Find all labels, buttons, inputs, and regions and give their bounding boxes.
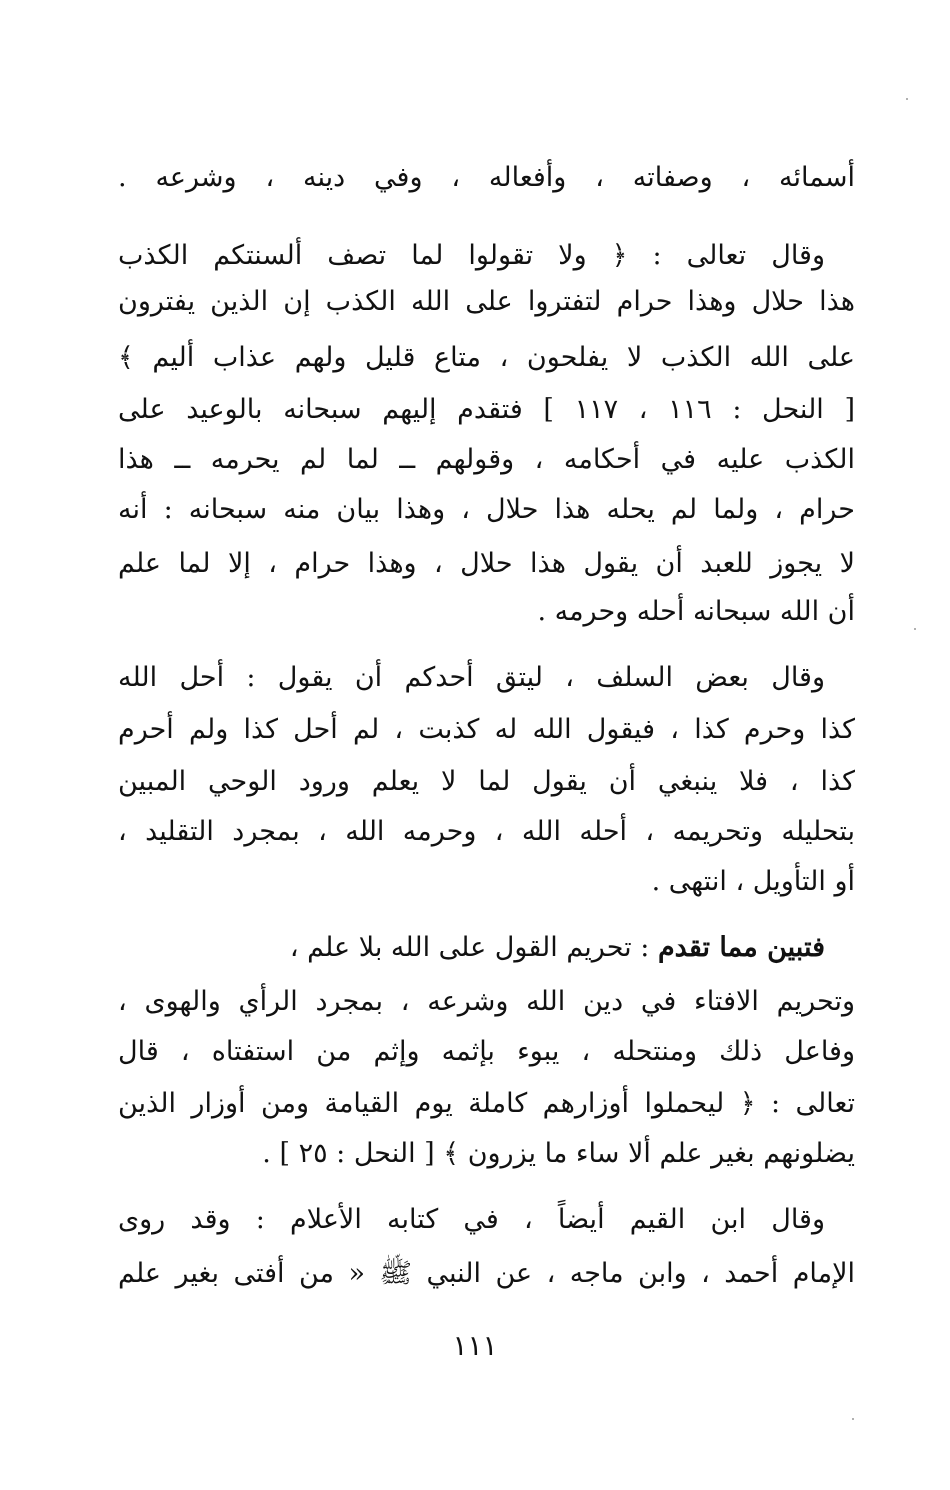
text-span: : تحريم القول على الله بلا علم ، (289, 932, 650, 963)
text-line: أسمائه ، وصفاته ، وأفعاله ، وفي دينه ، وشرعه . (118, 162, 855, 193)
text-line: [ النحل : ١١٦ ، ١١٧ ] فتقدم إليهم سبحانه بالوعيد على (118, 394, 855, 425)
scan-speck (914, 628, 916, 630)
text-line: الإمام أحمد ، وابن ماجه ، عن النبي ﷺ « من أفتى بغير علم (118, 1258, 855, 1289)
text-line: تعالى : ﴿ ليحملوا أوزارهم كاملة يوم القيامة ومن أوزار الذين (118, 1088, 855, 1119)
scan-speck (852, 1418, 854, 1420)
text-line: كذا وحرم كذا ، فيقول الله له كذبت ، لم أحل كذا ولم أحرم (118, 714, 855, 745)
text-line: كذا ، فلا ينبغي أن يقول لما لا يعلم ورود الوحي المبين (118, 766, 855, 797)
text-line: أو التأويل ، انتهى . (651, 866, 855, 897)
bold-lead: فتبين مما تقدم (657, 932, 825, 963)
text-line: وفاعل ذلك ومنتحله ، يبوء بإثمه وإثم من استفتاه ، قال (118, 1036, 855, 1067)
text-line: بتحليله وتحريمه ، أحله الله ، وحرمه الله ، بمجرد التقليد ، (118, 816, 855, 847)
text-line: وقال تعالى : ﴿ ولا تقولوا لما تصف ألسنتكم الكذب (118, 240, 825, 271)
text-line: وتحريم الافتاء في دين الله وشرعه ، بمجرد الرأي والهوى ، (118, 986, 855, 1017)
text-line: على الله الكذب لا يفلحون ، متاع قليل ولهم عذاب أليم ﴾ (118, 342, 855, 373)
text-line: لا يجوز للعبد أن يقول هذا حلال ، وهذا حرام ، إلا لما علم (118, 548, 855, 579)
text-line: الكذب عليه في أحكامه ، وقولهم ــ لما لم يحرمه ــ هذا (118, 444, 855, 475)
page-number: ١١١ (452, 1329, 498, 1362)
text-line: هذا حلال وهذا حرام لتفتروا على الله الكذب إن الذين يفترون (118, 286, 855, 317)
text-line: يضلونهم بغير علم ألا ساء ما يزرون ﴾ [ النحل : ٢٥ ] . (262, 1138, 855, 1169)
text-line: أن الله سبحانه أحله وحرمه . (537, 596, 855, 627)
text-line: وقال بعض السلف ، ليتق أحدكم أن يقول : أحل الله (118, 662, 825, 693)
text-line-lead (290, 930, 825, 966)
text-line: وقال ابن القيم أيضاً ، في كتابه الأعلام : وقد روى (118, 1204, 825, 1235)
scan-speck (906, 98, 908, 100)
text-line: حرام ، ولما لم يحله هذا حلال ، وهذا بيان منه سبحانه : أنه (118, 494, 855, 525)
